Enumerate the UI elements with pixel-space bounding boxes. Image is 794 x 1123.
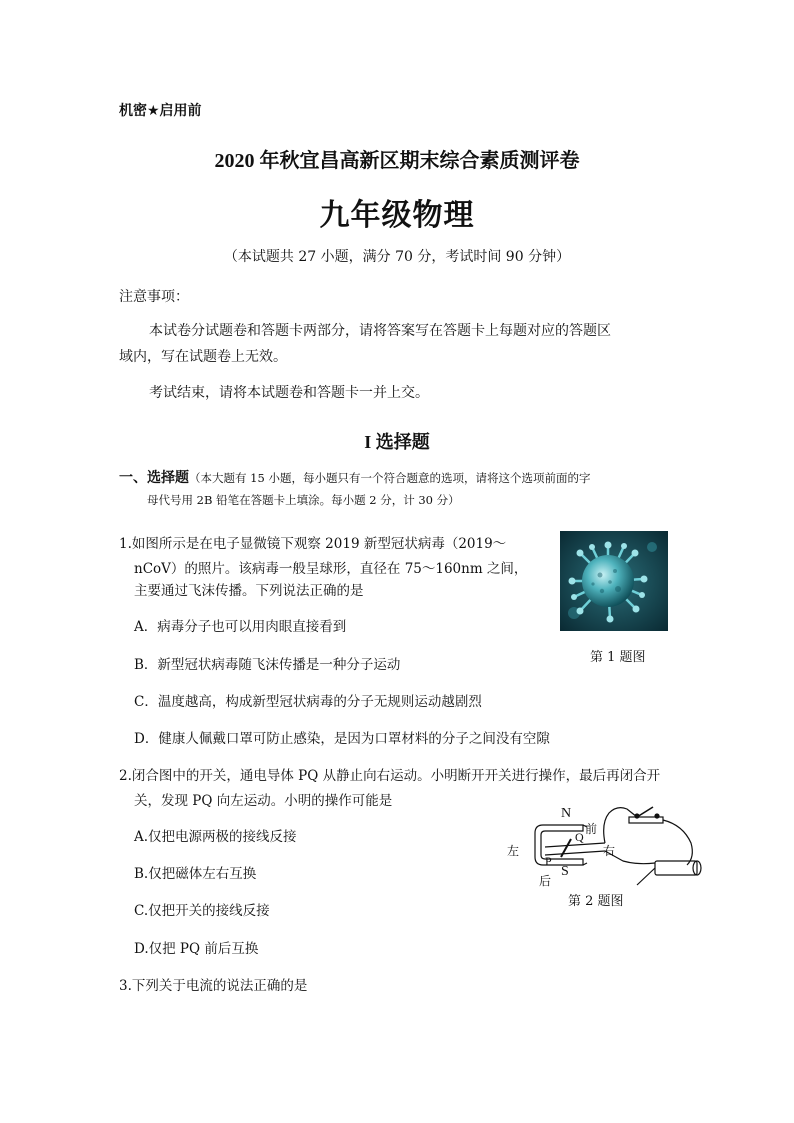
q1-figure-caption: 第 1 题图 <box>590 650 646 665</box>
subject-title: 九年级物理 <box>319 198 475 233</box>
section-title: I 选择题 <box>364 432 430 452</box>
left-direction-label: 左 <box>507 844 520 858</box>
back-direction-label: 后 <box>539 874 552 888</box>
q2-figure-caption: 第 2 题图 <box>568 894 624 909</box>
conductor-p-label: P <box>545 854 552 868</box>
q1-option-b: B．新型冠状病毒随飞沫传播是一种分子运动 <box>134 657 401 673</box>
q3-stem-line-1: 3.下列关于电流的说法正确的是 <box>119 978 308 994</box>
magnet-n-label: N <box>561 806 572 821</box>
part-note-line-2: 母代号用 2B 铅笔在答题卡上填涂。每小题 2 分，计 30 分） <box>147 493 460 507</box>
virus-photo <box>560 531 668 631</box>
q1-stem-line-1: 1.如图所示是在电子显微镜下观察 2019 新型冠状病毒（2019～ <box>119 536 507 552</box>
part-instructions <box>119 467 590 487</box>
q2-option-b: B.仅把磁体左右互换 <box>134 866 257 882</box>
q1-stem-line-2: nCoV）的照片。该病毒一般呈球形，直径在 75～160nm 之间， <box>134 561 528 577</box>
confidential-mark: 机密★启用前 <box>119 103 202 119</box>
q2-option-c: C.仅把开关的接线反接 <box>134 903 270 919</box>
part-label: 一、选择题 <box>119 470 189 486</box>
part-note-line-1: （本大题有 15 小题，每小题只有一个符合题意的选项，请将这个选项前面的字 <box>189 471 591 485</box>
q2-stem-line-1: 2.闭合图中的开关，通电导体 PQ 从静止向右运动。小明断开开关进行操作，最后再闭合开 <box>119 768 661 784</box>
q1-option-c: C．温度越高，构成新型冠状病毒的分子无规则运动越剧烈 <box>134 694 482 710</box>
q1-stem-line-3: 主要通过飞沫传播。下列说法正确的是 <box>134 583 364 599</box>
front-direction-label: 前 <box>585 822 598 836</box>
conductor-q-label: Q <box>575 830 584 844</box>
q1-option-a: A．病毒分子也可以用肉眼直接看到 <box>134 619 347 635</box>
notice-paragraph-2: 考试结束，请将本试题卷和答题卡一并上交。 <box>149 385 429 401</box>
q2-option-d: D.仅把 PQ 前后互换 <box>134 941 259 957</box>
q2-stem-line-2: 关，发现 PQ 向左运动。小明的操作可能是 <box>134 793 393 809</box>
right-direction-label: 右 <box>603 844 616 858</box>
magnet-s-label: S <box>561 864 569 879</box>
q2-option-a: A.仅把电源两极的接线反接 <box>134 829 297 845</box>
exam-info: （本试题共 27 小题，满分 70 分，考试时间 90 分钟） <box>223 249 571 265</box>
circuit-diagram <box>505 803 720 888</box>
notice-paragraph-1-line-1: 本试卷分试题卷和答题卡两部分，请将答案写在答题卡上每题对应的答题区 <box>149 323 611 339</box>
notice-heading: 注意事项： <box>119 289 189 305</box>
exam-title: 2020 年秋宜昌高新区期末综合素质测评卷 <box>214 150 580 172</box>
notice-paragraph-1-line-2: 域内，写在试题卷上无效。 <box>119 349 287 365</box>
q1-option-d: D．健康人佩戴口罩可防止感染，是因为口罩材料的分子之间没有空隙 <box>134 731 550 747</box>
